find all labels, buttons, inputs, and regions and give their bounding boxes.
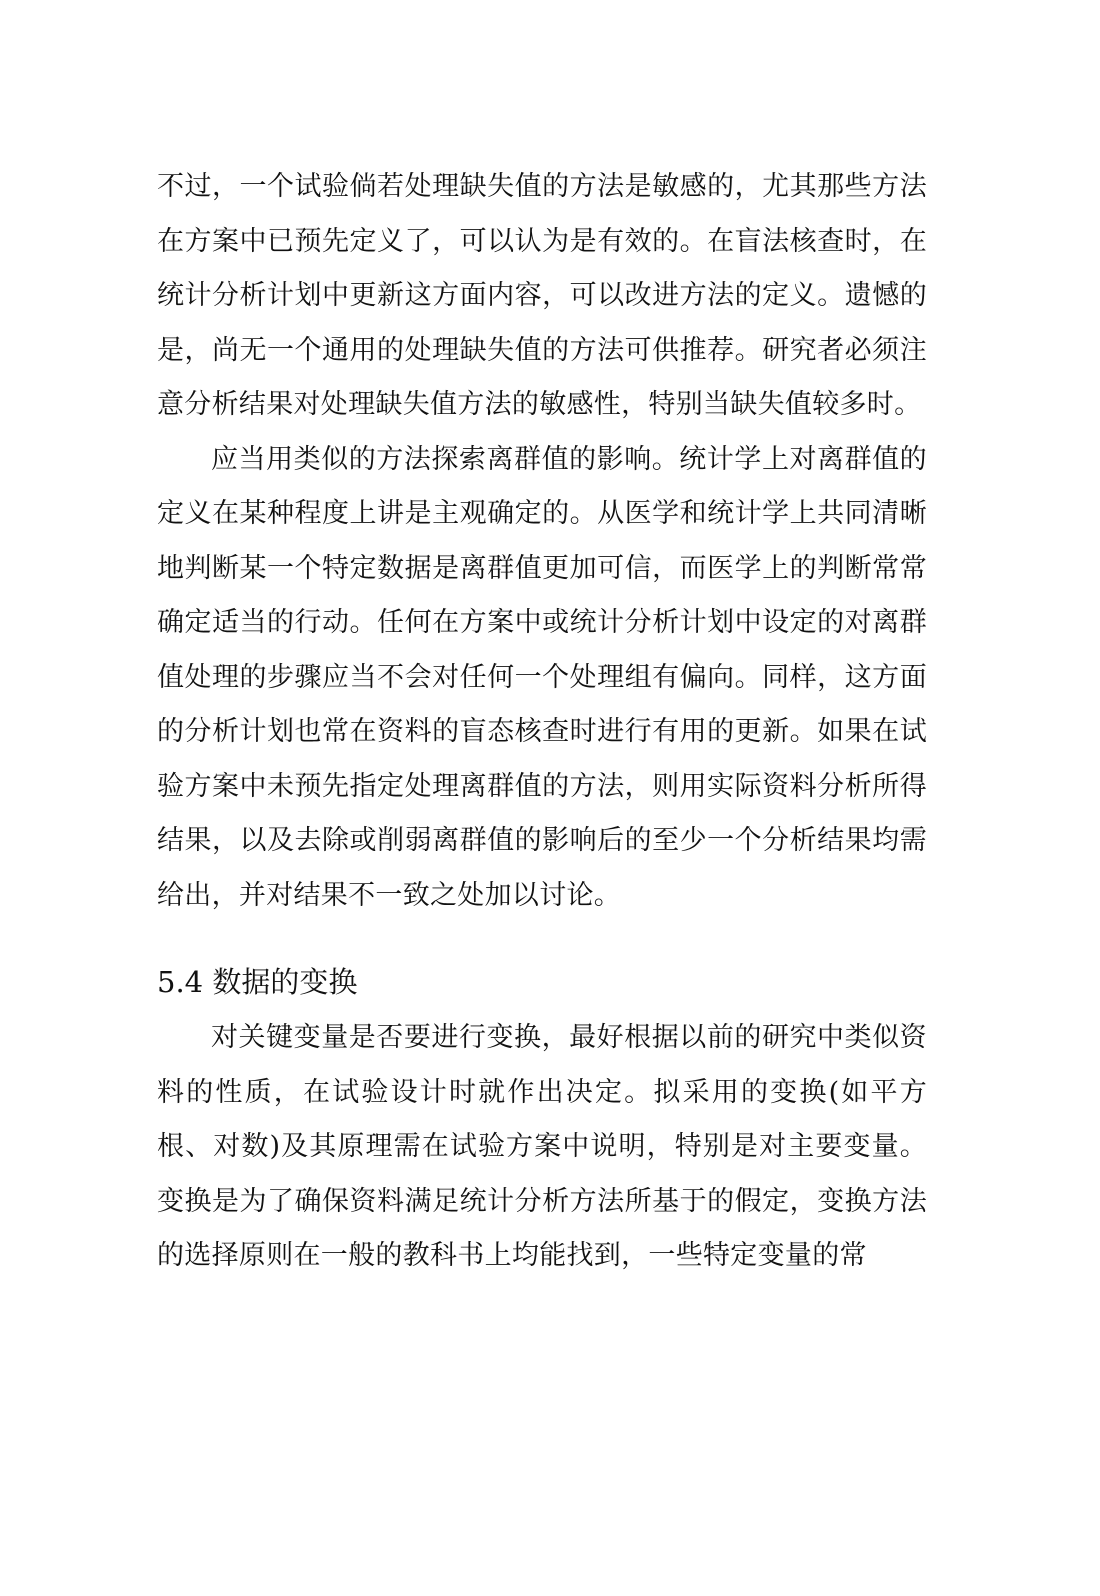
paragraph-missing-values: 不过，一个试验倘若处理缺失值的方法是敏感的，尤其那些方法在方案中已预先定义了，可以认为是有效的。在盲法核查时，在统计分析计划中更新这方面内容，可以改进方法的定义。遗憾的是，尚无一个通用的处理缺失值的方法可供推荐。研究者必须注意分析结果对处理缺失值方法的敏感性，特别当缺失值较多时。 bbox=[157, 171, 927, 420]
section-heading: 5.4 数据的变换 bbox=[157, 965, 358, 999]
paragraph-data-transformation: 对关键变量是否要进行变换，最好根据以前的研究中类似资料的性质，在试验设计时就作出决定。拟采用的变换(如平方根、对数)及其原理需在试验方案中说明，特别是对主要变量。变换是为了确保资料满足统计分析方法所基于的假定，变换方法的选择原则在一般的教科书上均能找到，一些特定变量的常 bbox=[157, 1022, 927, 1271]
page-content bbox=[157, 160, 927, 1284]
paragraph-outliers: 应当用类似的方法探索离群值的影响。统计学上对离群值的定义在某种程度上讲是主观确定的。从医学和统计学上共同清晰地判断某一个特定数据是离群值更加可信，而医学上的判断常常确定适当的行动。任何在方案中或统计分析计划中设定的对离群值处理的步骤应当不会对任何一个处理组有偏向。同样，这方面的分析计划也常在资料的盲态核查时进行有用的更新。如果在试验方案中未预先指定处理离群值的方法，则用实际资料分析所得结果，以及去除或削弱离群值的影响后的至少一个分析结果均需给出，并对结果不一致之处加以讨论。 bbox=[157, 443, 927, 911]
